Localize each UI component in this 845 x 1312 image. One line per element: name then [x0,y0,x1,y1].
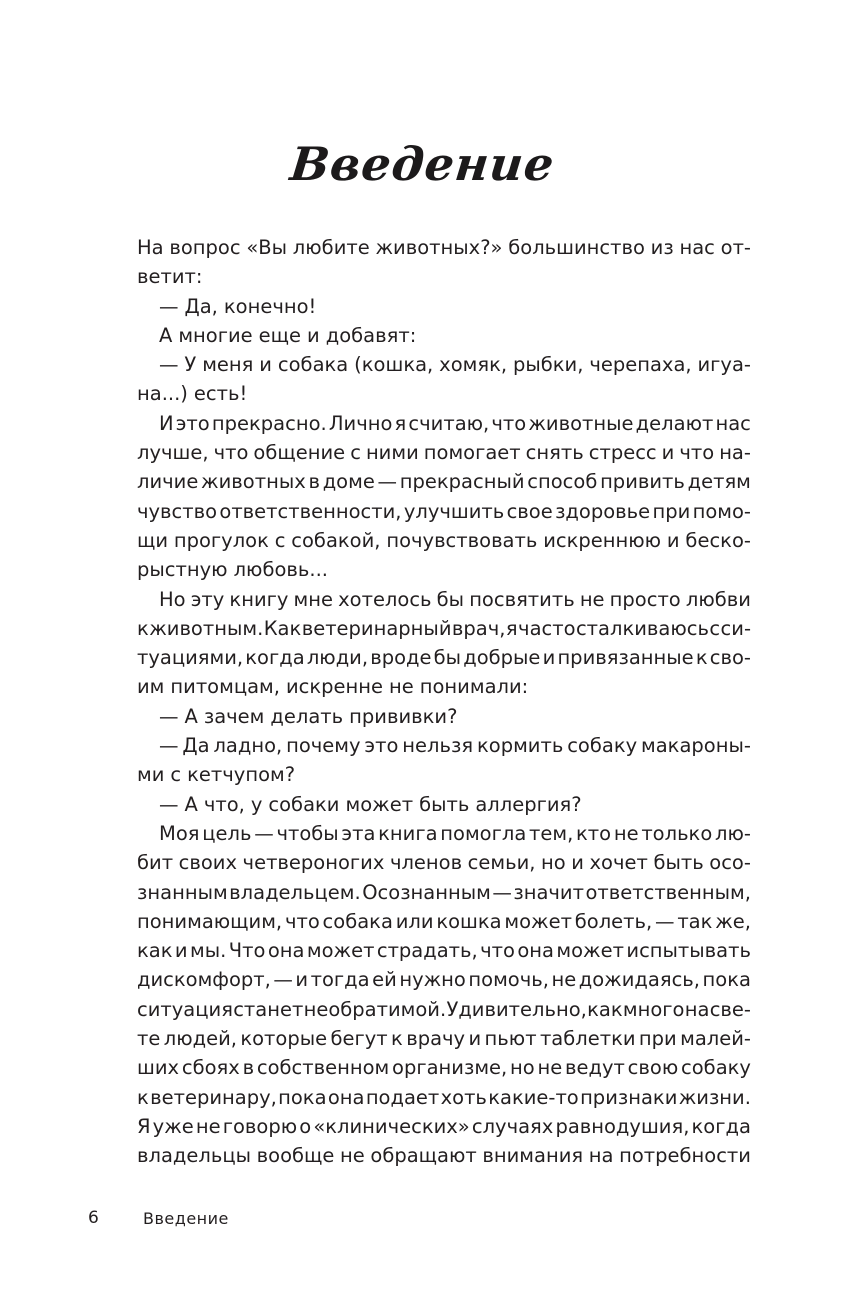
text-line: чувство ответственности, улучшить свое здоровье при помо- [137,499,751,523]
text-line: На вопрос «Вы любите животных?» большинство из нас от- [137,236,751,259]
text-line: Моя цель — чтобы эта книга помогла тем, кто не только лю- [159,821,751,845]
text-line: — А что, у собаки может быть аллергия? [159,792,582,816]
text-line: дискомфорт, — и тогда ей нужно помочь, не дожидаясь, пока [137,968,751,992]
text-line: к животным. Как ветеринарный врач, я часто сталкиваюсь с си- [137,616,751,640]
text-line: И это прекрасно. Лично я считаю, что животные делают нас [159,411,751,435]
text-line: как и мы. Что она может страдать, что она может испытывать [137,939,751,963]
text-line: лучше, что общение с ними помогает снять стресс и что на- [137,441,751,465]
text-line: — У меня и собака (кошка, хомяк, рыбки, черепаха, игуа- [159,353,751,377]
text-line: ситуация станет необратимой. Удивительно, как много на све- [137,997,751,1021]
text-line: Я уже не говорю о «клинических» случаях равнодушия, когда [137,1114,751,1138]
chapter-title: Введение [287,137,558,191]
text-line: Но эту книгу мне хотелось бы посвятить не просто любви [159,587,751,611]
text-line: владельцы вообще не обращают внимания на потребности [137,1144,751,1168]
text-line: те людей, которые бегут к врачу и пьют таблетки при малей- [137,1027,751,1051]
text-line: щи прогулок с собакой, почувствовать искреннюю и беско- [137,528,751,552]
text-line: — Да, конечно! [159,294,317,318]
text-line: — А зачем делать прививки? [159,704,458,728]
text-line: на...) есть! [137,382,248,406]
text-line: понимающим, что собака или кошка может болеть, — так же, [137,909,751,933]
text-line: знанным владельцем. Осознанным — значит ответственным, [137,880,751,904]
text-line: ветит: [137,265,203,289]
page-number: 6 [88,1208,99,1228]
text-line: ми с кетчупом? [137,763,296,787]
text-line: бит своих четвероногих членов семьи, но и хочет быть осо- [137,851,751,875]
text-line: ших сбоях в собственном организме, но не ведут свою собаку [137,1056,751,1080]
body-text [137,233,751,1171]
text-line: А многие еще и добавят: [159,323,417,347]
text-line: к ветеринару, пока она подает хоть какие-то признаки жизни. [137,1085,751,1109]
text-line: туациями, когда люди, вроде бы добрые и привязанные к сво- [137,646,751,670]
running-footer-section: Введение [143,1209,229,1228]
text-line: личие животных в доме — прекрасный способ привить детям [137,470,751,494]
text-line: — Да ладно, почему это нельзя кормить собаку макароны- [159,734,751,758]
text-line: им питомцам, искренне не понимали: [137,675,529,699]
text-line: рыстную любовь... [137,558,328,582]
